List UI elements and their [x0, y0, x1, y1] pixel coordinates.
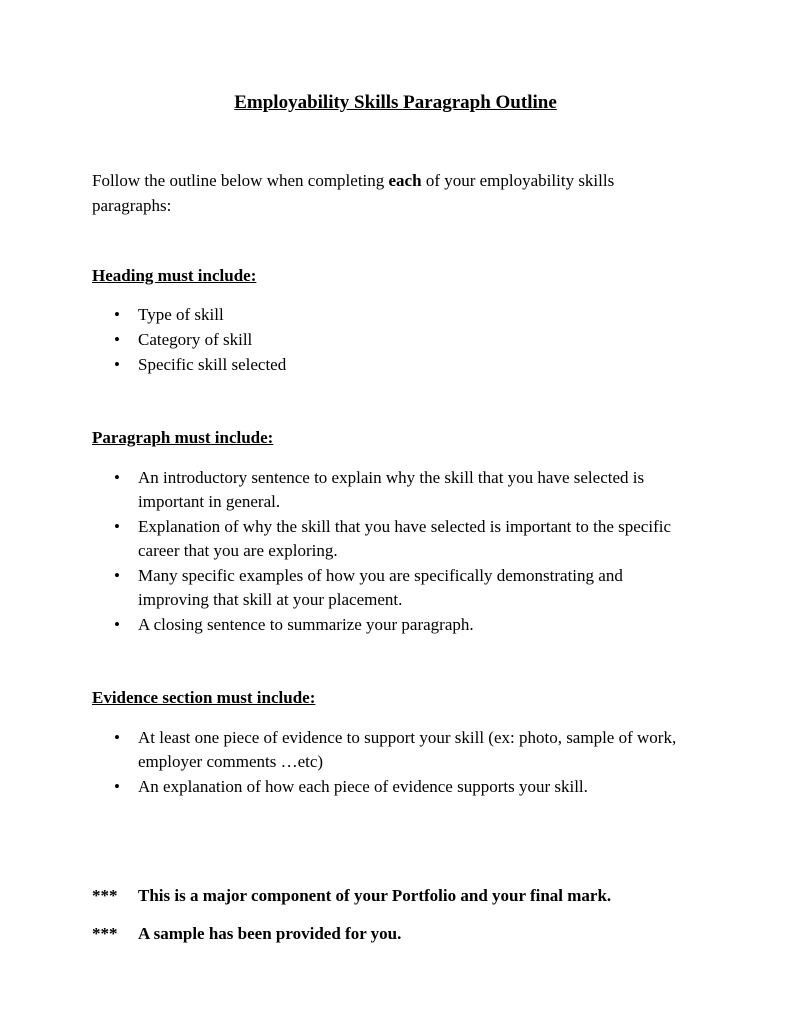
intro-paragraph	[92, 168, 692, 218]
note-stars: ***	[92, 886, 118, 905]
bullet-icon: •	[114, 777, 120, 796]
paragraph-requirements-list	[92, 466, 692, 638]
note-portfolio-component	[92, 886, 611, 906]
section-heading-evidence: Evidence section must include:	[92, 688, 316, 707]
list-item: • A closing sentence to summarize your paragraph.	[92, 613, 692, 637]
list-item: • An explanation of how each piece of evidence supports your skill.	[92, 775, 692, 799]
bullet-icon: •	[114, 355, 120, 374]
note-stars: ***	[92, 924, 118, 943]
note-text: A sample has been provided for you.	[138, 924, 402, 943]
list-item: • An introductory sentence to explain why the skill that you have selected is important in general.	[114, 468, 645, 511]
bullet-icon: •	[114, 305, 120, 324]
bullet-icon: •	[114, 517, 120, 536]
bullet-icon: •	[114, 566, 120, 585]
list-item: • Type of skill	[92, 303, 692, 327]
list-item: • Specific skill selected	[92, 353, 692, 377]
intro-text-before: Follow the outline below when completing	[92, 171, 389, 190]
heading-requirements-list	[92, 303, 692, 378]
section-heading-paragraph: Paragraph must include:	[92, 428, 274, 447]
bullet-icon: •	[114, 728, 120, 747]
note-sample-provided	[92, 924, 401, 944]
list-item: • Explanation of why the skill that you have selected is important to the specific career that you are exploring.	[114, 517, 672, 560]
list-item: • Many specific examples of how you are specifically demonstrating and improving that skill at your placement.	[114, 566, 623, 609]
intro-text-bold: each	[388, 171, 422, 190]
intro-text-after: of your employability skills paragraphs:	[92, 171, 615, 215]
bullet-icon: •	[114, 468, 120, 487]
bullet-icon: •	[114, 330, 120, 349]
list-item: • Category of skill	[92, 328, 692, 352]
document-title: Employability Skills Paragraph Outline	[234, 92, 557, 113]
list-item: • At least one piece of evidence to support your skill (ex: photo, sample of work, employer comments …etc)	[114, 728, 677, 771]
evidence-requirements-list	[92, 726, 692, 800]
bullet-icon: •	[114, 615, 120, 634]
section-heading-heading: Heading must include:	[92, 266, 257, 285]
note-text: This is a major component of your Portfolio and your final mark.	[138, 886, 612, 905]
